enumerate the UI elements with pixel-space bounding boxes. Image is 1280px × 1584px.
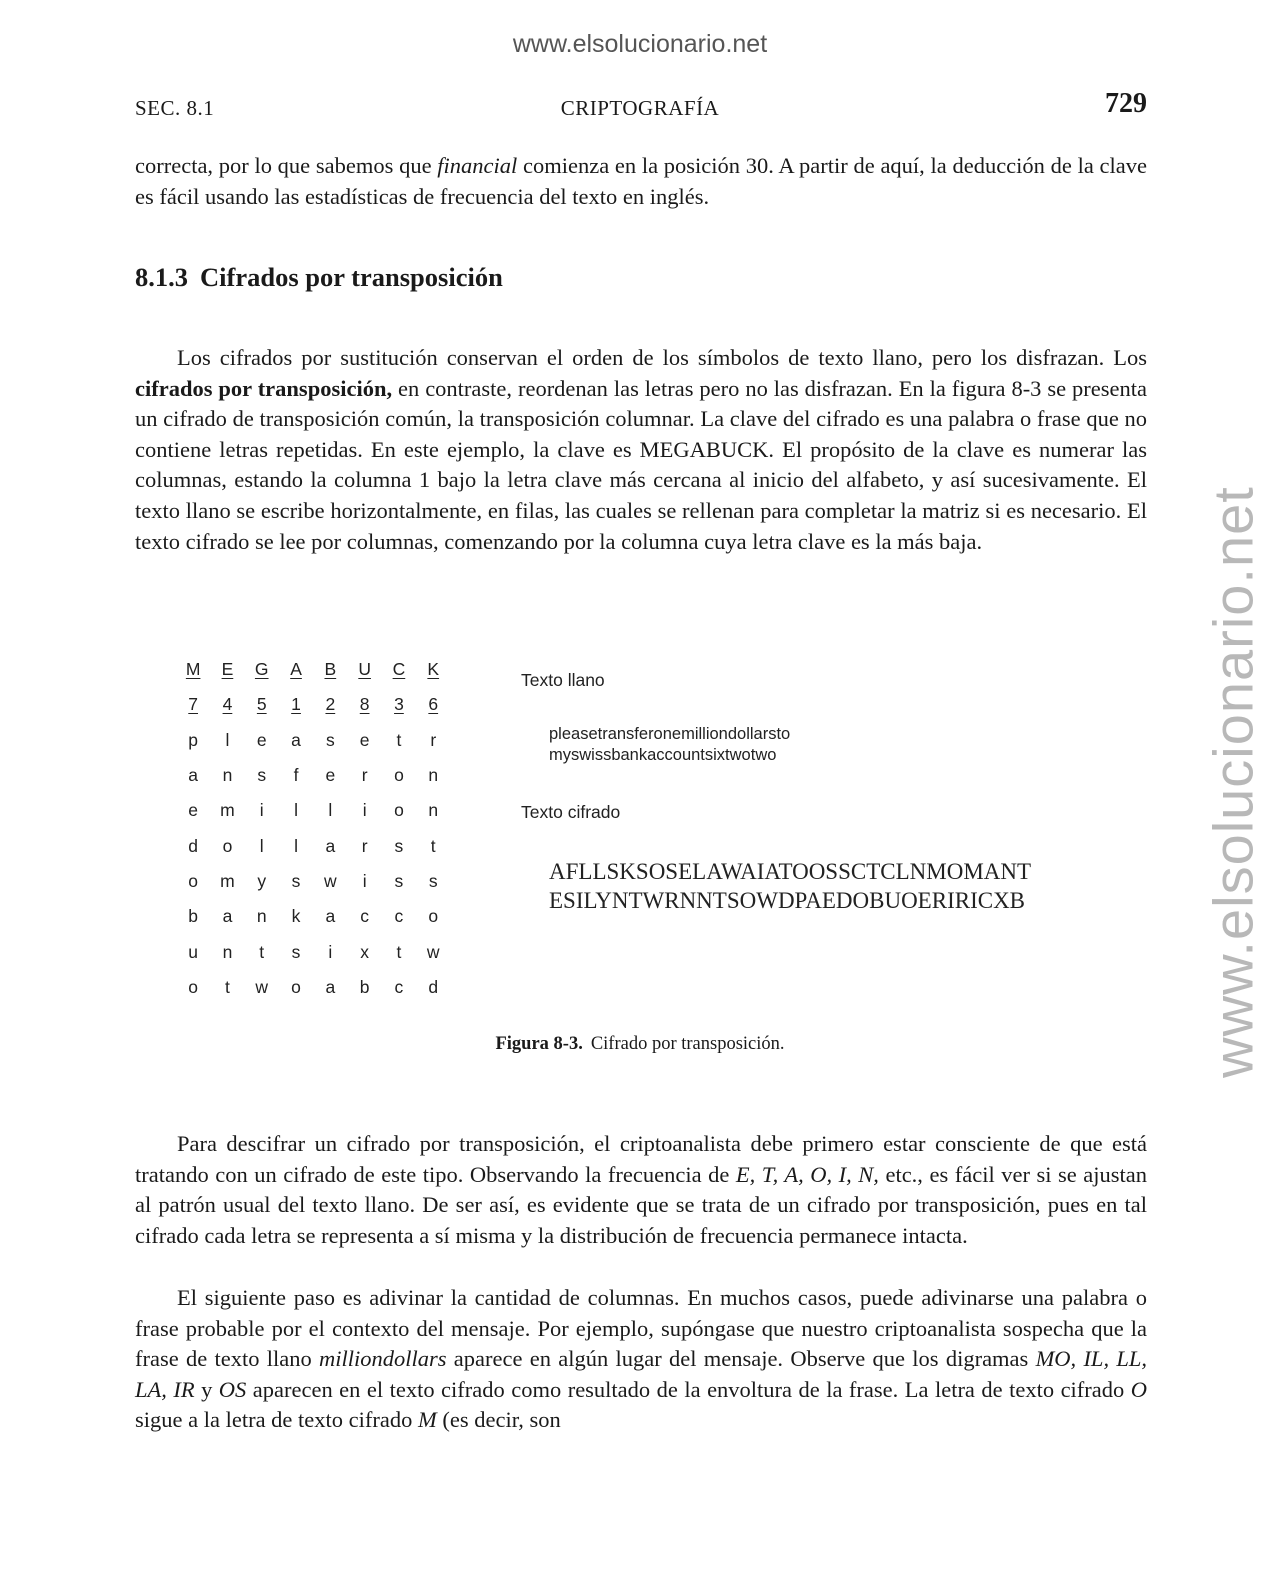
grid-char: E [221,659,234,680]
ciphertext-line: AFLLSKSOSELAWAIATOOSSCTCLNMOMANT [549,859,1032,884]
grid-char: m [220,800,235,821]
grid-char: u [188,941,199,962]
grid-cell [245,687,279,722]
grid-char: 5 [256,694,267,715]
grid-char: y [257,870,267,891]
grid-char: a [222,906,233,927]
grid-cell [382,828,416,863]
grid-char: s [394,870,404,891]
grid-char: l [294,800,298,821]
plaintext-label: Texto llano [521,670,605,690]
section-title: Cifrados por transposición [200,262,503,292]
grid-cell [347,864,381,899]
grid-cell [245,970,279,1005]
grid-char: l [328,800,333,821]
grid-char: w [255,976,269,997]
running-head-section: SEC. 8.1 [135,96,215,120]
grid-cell [176,758,210,793]
grid-char: o [394,800,404,821]
grid-cell [347,828,381,863]
grid-cell [347,758,381,793]
plaintext-line: myswissbankaccountsixtwotwo [549,746,777,764]
grid-char: o [428,906,439,927]
figure-caption-text: Cifrado por transposición. [590,1034,785,1054]
plaintext-block [549,724,790,766]
grid-cell [279,793,313,828]
emphasis-milliondollars: milliondollars [318,1346,447,1372]
grid-char: t [430,835,436,856]
grid-cell [347,687,381,722]
plaintext-grid-row [176,793,450,828]
grid-char: 7 [188,694,199,715]
grid-cell [176,687,210,722]
grid-char: K [427,659,440,680]
grid-char: r [361,835,368,856]
ciphertext-block [549,857,1031,915]
grid-cell [382,758,416,793]
figure-caption [0,1034,1280,1055]
grid-char: s [291,941,301,962]
grid-char: k [291,906,301,927]
grid-cell [176,970,210,1005]
term-cifrados-por-transposicion: cifrados por transposición, [135,375,393,401]
grid-cell [279,934,313,969]
section-heading [135,262,503,293]
grid-char: n [428,800,439,821]
grid-cell [313,828,347,863]
grid-cell [416,652,450,687]
key-letter-row [176,652,450,687]
grid-cell [176,934,210,969]
grid-char: e [325,765,336,786]
grid-cell [382,899,416,934]
grid-char: p [188,729,199,750]
grid-char: r [361,765,368,786]
grid-char: r [430,729,437,750]
grid-char: s [428,870,438,891]
grid-char: U [358,659,371,680]
grid-char: n [256,906,267,927]
grid-char: 4 [222,694,233,715]
grid-cell [279,970,313,1005]
grid-cell [416,723,450,758]
grid-cell [313,758,347,793]
grid-char: x [360,941,369,962]
grid-char: c [394,906,404,927]
grid-cell [347,970,381,1005]
grid-cell [210,970,244,1005]
grid-cell [176,828,210,863]
grid-cell [416,864,450,899]
grid-char: e [188,800,199,821]
grid-cell [416,758,450,793]
grid-cell [245,828,279,863]
grid-char: G [254,659,269,680]
grid-cell [210,899,244,934]
grid-char: s [257,765,267,786]
grid-cell [176,652,210,687]
grid-char: c [394,976,404,997]
plaintext-grid-row [176,723,450,758]
grid-char: b [188,906,199,927]
grid-char: B [324,659,337,680]
grid-cell [382,723,416,758]
grid-cell [347,793,381,828]
running-head-title: CRIPTOGRAFÍA [560,96,720,120]
paragraph-columns: El siguiente paso es adivinar la cantidad de columnas. En muchos casos, puede adivinarse una palabra o frase probable por el contexto del mensaje. Por ejemplo, supóngase que nuestro criptoanalista sospecha que la frase de texto llano milliondollars aparece en algún lugar del mensaje. Observe que los digramas MO, IL, LL, LA, IR y OS aparecen en el texto cifrado como resultado de la envoltura de la frase. La letra de texto cifrado O sigue a la letra de texto cifrado M (es decir, son [135,1285,1147,1433]
grid-char: a [325,906,336,927]
grid-char: i [328,941,333,962]
grid-char: l [225,729,230,750]
grid-char: o [188,870,199,891]
grid-cell [210,758,244,793]
grid-char: t [396,941,402,962]
watermark-url-top: www.elsolucionario.net [512,30,768,58]
grid-cell [279,723,313,758]
grid-char: n [222,765,233,786]
ciphertext-line: ESILYNTWRNNTSOWDPAEDOBUOERIRICXB [549,888,1026,913]
grid-cell [210,652,244,687]
grid-char: f [293,765,299,786]
grid-char: t [259,941,265,962]
watermark-url-side: www.elsolucionario.net [1201,486,1265,1078]
grid-char: a [188,765,199,786]
grid-cell [313,723,347,758]
grid-char: n [222,941,233,962]
plaintext-grid-row [176,899,450,934]
emphasis-os: OS [218,1376,247,1402]
grid-cell [176,793,210,828]
grid-cell [245,899,279,934]
plaintext-grid-row [176,758,450,793]
grid-char: d [428,976,439,997]
grid-char: s [291,870,301,891]
ciphertext-label: Texto cifrado [521,802,621,822]
plaintext-grid-row [176,934,450,969]
grid-char: b [359,976,370,997]
grid-cell [347,652,381,687]
grid-cell [313,899,347,934]
grid-char: w [324,870,337,891]
grid-char: C [392,659,406,680]
emphasis-letters: E, T, A, O, I, N, [735,1161,879,1187]
grid-char: c [360,906,369,927]
grid-char: o [394,765,404,786]
grid-cell [176,899,210,934]
grid-cell [382,793,416,828]
grid-cell [245,864,279,899]
grid-cell [313,793,347,828]
grid-cell [382,934,416,969]
paragraph-transposition-intro: Los cifrados por sustitución conservan el orden de los símbolos de texto llano, pero los disfrazan. Los cifrados por transposición, en contraste, reordenan las letras pero no las disfrazan. En la figura 8-3 se presenta un cifrado de transposición común, la transposición columnar. La clave del cifrado es una palabra o frase que no contiene letras repetidas. En este ejemplo, la clave es MEGABUCK. El propósito de la clave es numerar las columnas, estando la columna 1 bajo la letra clave más cercana al inicio del alfabeto, y así sucesivamente. El texto llano se escribe horizontalmente, en filas, las cuales se rellenan para completar la matriz si es necesario. El texto cifrado se lee por columnas, comenzando por la columna cuya letra clave es la más baja. [135,345,1147,554]
grid-cell [416,970,450,1005]
figure-caption-label: Figura 8-3. [495,1034,583,1054]
grid-cell [279,687,313,722]
grid-char: m [220,870,235,891]
grid-cell [382,687,416,722]
emphasis-financial: financial [437,153,518,178]
grid-char: t [225,976,230,997]
grid-cell [313,970,347,1005]
grid-char: i [362,800,367,821]
grid-cell [176,723,210,758]
grid-cell [313,652,347,687]
grid-cell [279,864,313,899]
plaintext-line: pleasetransferonemilliondollarsto [549,725,791,743]
grid-cell [245,723,279,758]
grid-char: M [185,659,201,680]
grid-char: s [325,729,335,750]
grid-cell [313,934,347,969]
grid-char: a [291,729,301,750]
grid-cell [313,687,347,722]
grid-cell [210,828,244,863]
grid-char: i [259,800,264,821]
grid-cell [245,793,279,828]
grid-cell [382,970,416,1005]
grid-char: 6 [428,694,439,715]
grid-cell [210,934,244,969]
grid-cell [279,758,313,793]
transposition-grid [176,652,450,1005]
grid-char: n [428,765,439,786]
grid-char: o [188,976,199,997]
grid-cell [245,934,279,969]
emphasis-o: O [1130,1376,1147,1402]
grid-cell [245,758,279,793]
grid-cell [347,899,381,934]
grid-char: w [426,941,440,962]
key-number-row [176,687,450,722]
grid-char: t [396,729,402,750]
emphasis-m: M [418,1407,437,1433]
page-number: 729 [1105,88,1147,119]
grid-char: o [222,835,233,856]
paragraph-decipher: Para descifrar un cifrado por transposición, el criptoanalista debe primero estar consciente de que está tratando con un cifrado de este tipo. Observando la frecuencia de E, T, A, O, I, N, etc., es fácil ver si se ajustan al patrón usual del texto llano. De ser así, es evidente que se trata de un cifrado por transposición, pues en tal cifrado cada letra se representa a sí misma y la distribución de frecuencia permanece intacta. [135,1131,1147,1248]
grid-cell [210,687,244,722]
grid-cell [416,687,450,722]
grid-char: a [325,835,336,856]
grid-cell [416,899,450,934]
grid-cell [313,864,347,899]
grid-char: a [325,976,336,997]
grid-cell [382,864,416,899]
grid-char: s [394,835,404,856]
grid-char: o [291,976,301,997]
section-number: 8.1.3 [135,262,188,292]
grid-cell [279,899,313,934]
grid-cell [210,864,244,899]
grid-cell [416,793,450,828]
grid-char: e [359,729,370,750]
grid-cell [176,864,210,899]
grid-char: l [259,835,264,856]
emphasis-digrams: MO, IL, LL, LA, IR [135,1346,1147,1402]
paragraph-intro: correcta, por lo que sabemos que financial comienza en la posición 30. A partir de aquí, la deducción de la clave es fácil usando las estadísticas de frecuencia del texto en inglés. [135,153,1147,209]
grid-cell [245,652,279,687]
grid-char: 8 [359,694,370,715]
grid-char: e [256,729,267,750]
grid-char: 3 [394,694,404,715]
plaintext-grid-row [176,970,450,1005]
grid-cell [416,828,450,863]
grid-char: 2 [325,694,336,715]
grid-cell [210,723,244,758]
grid-char: l [294,835,298,856]
plaintext-grid-row [176,864,450,899]
grid-cell [382,652,416,687]
grid-cell [210,793,244,828]
grid-char: d [188,835,199,856]
grid-cell [279,652,313,687]
grid-char: i [362,870,367,891]
grid-char: A [290,659,302,680]
grid-char: 1 [291,694,301,715]
plaintext-grid-row [176,828,450,863]
grid-cell [347,723,381,758]
grid-cell [279,828,313,863]
grid-cell [416,934,450,969]
grid-cell [347,934,381,969]
